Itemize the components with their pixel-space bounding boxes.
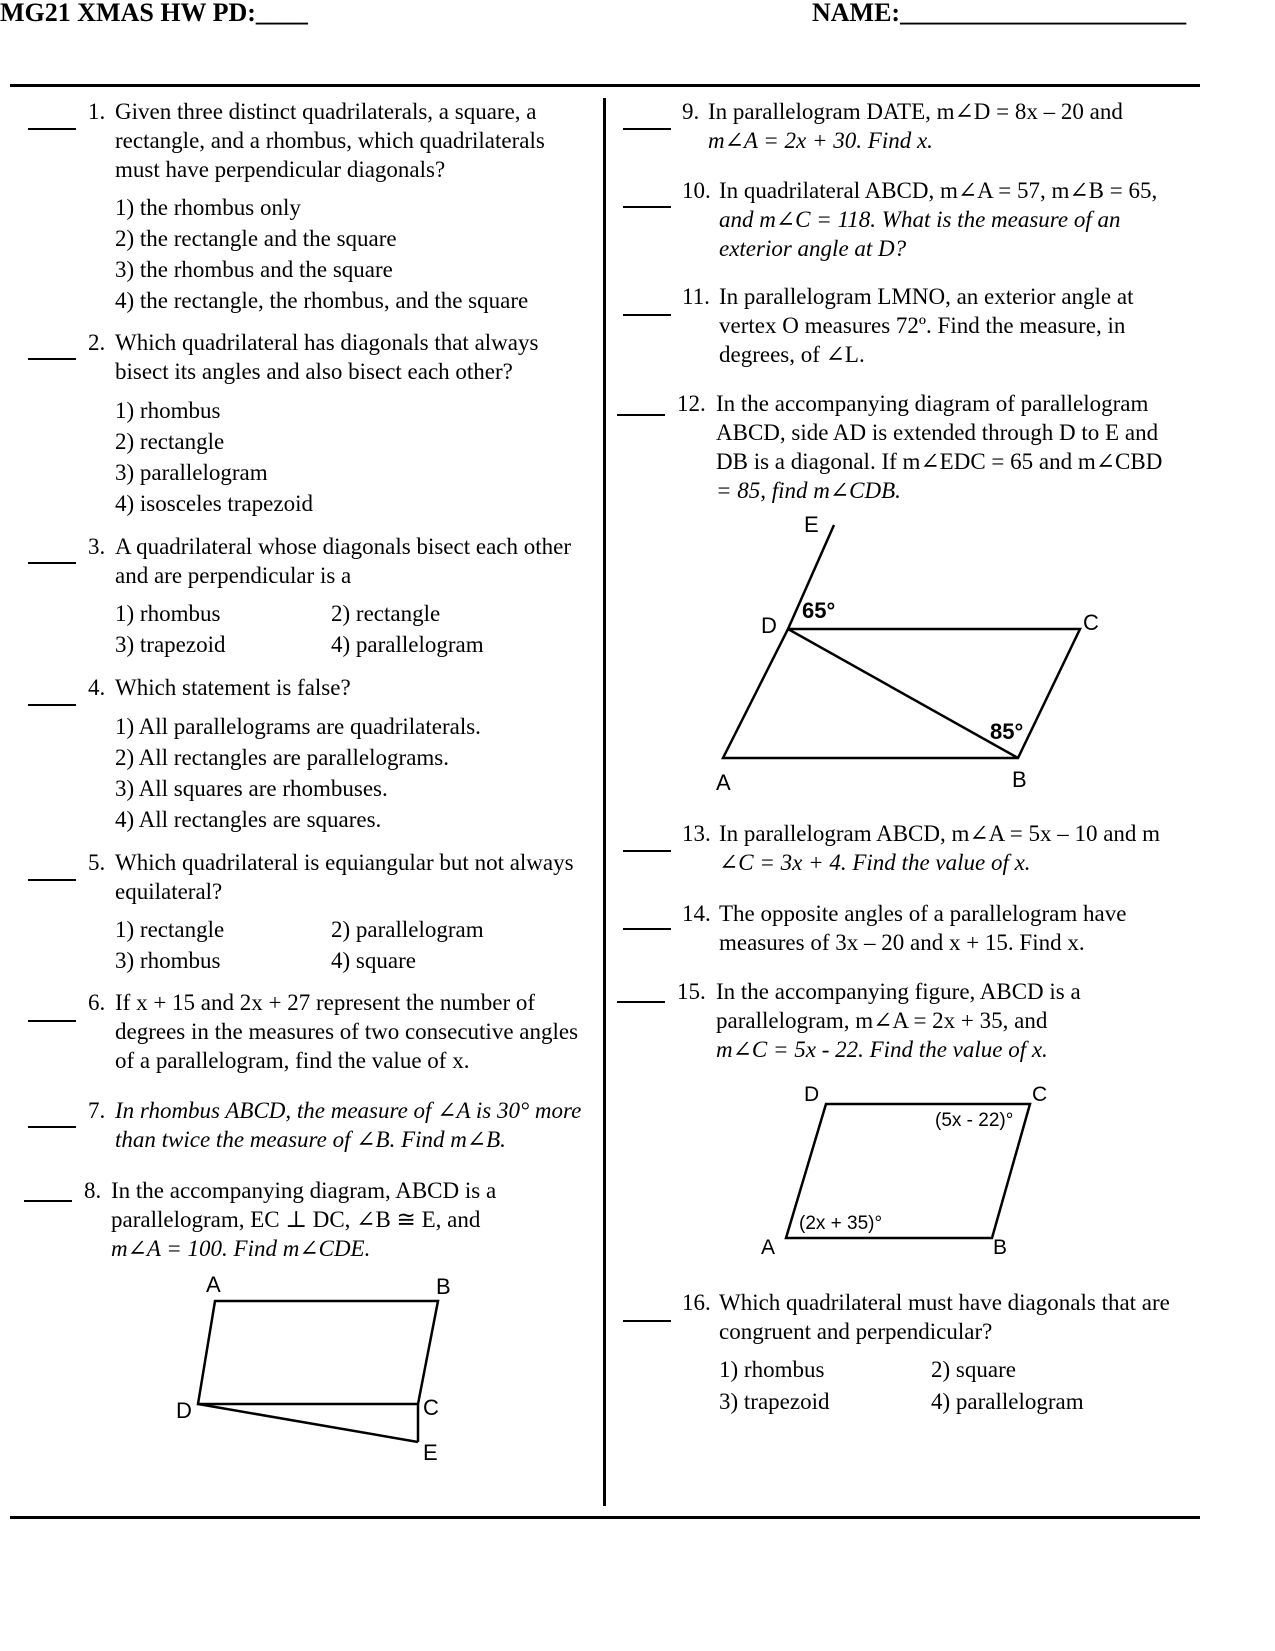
answer-blank-2[interactable] [28, 358, 76, 360]
diagonal-db [788, 629, 1018, 758]
option: 2) square [931, 1357, 1016, 1382]
answer-blank-11[interactable] [623, 314, 671, 316]
option: 3) trapezoid [115, 632, 226, 657]
option: 3) parallelogram [115, 460, 268, 485]
vertex-label-a: A [716, 770, 731, 795]
vertex-label-a: A [761, 1236, 776, 1259]
vertex-label-d: D [804, 1083, 820, 1106]
vertex-label-b: B [993, 1236, 1008, 1259]
option: 4) square [331, 948, 416, 973]
option: 3) All squares are rhombuses. [115, 776, 388, 801]
segment-de [198, 1404, 418, 1442]
figure-question-15 [755, 1075, 1075, 1265]
angle-label-a: (2x + 35)° [799, 1213, 883, 1234]
vertex-label-e: E [804, 512, 819, 537]
figure-question-12 [700, 505, 1120, 805]
option: 1) rhombus [115, 601, 221, 626]
vertex-label-e: E [423, 1440, 438, 1465]
bottom-divider [10, 1516, 1200, 1519]
answer-blank-7[interactable] [28, 1126, 76, 1128]
vertex-label-d: D [761, 613, 777, 638]
parallelogram-abcd [198, 1301, 438, 1404]
option: 1) rectangle [115, 917, 225, 942]
answer-blank-10[interactable] [623, 206, 671, 208]
answer-blank-4[interactable] [28, 704, 76, 706]
answer-blank-5[interactable] [28, 879, 76, 881]
answer-blank-3[interactable] [28, 562, 76, 564]
figure-question-8 [160, 1265, 480, 1475]
option: 4) parallelogram [931, 1389, 1084, 1414]
option: 1) rhombus [719, 1357, 825, 1382]
vertex-label-c: C [1083, 610, 1099, 635]
option: 4) parallelogram [331, 632, 484, 657]
answer-blank-14[interactable] [623, 928, 671, 930]
option: 1) All parallelograms are quadrilaterals. [115, 714, 481, 739]
vertex-label-b: B [1012, 767, 1027, 792]
vertex-label-c: C [1032, 1083, 1048, 1106]
answer-blank-12[interactable] [617, 414, 665, 416]
option: 2) All rectangles are parallelograms. [115, 745, 449, 770]
option: 4) All rectangles are squares. [115, 807, 382, 832]
answer-blank-1[interactable] [28, 128, 76, 130]
vertex-label-d: D [176, 1398, 192, 1423]
answer-blank-8[interactable] [24, 1200, 72, 1202]
option: 2) the rectangle and the square [115, 226, 397, 251]
name-field-label[interactable]: NAME:______________________ [812, 0, 1187, 27]
option: 3) the rhombus and the square [115, 257, 393, 282]
answer-blank-16[interactable] [623, 1320, 671, 1322]
answer-blank-9[interactable] [623, 128, 671, 130]
answer-blank-15[interactable] [617, 1001, 665, 1003]
top-divider [10, 84, 1200, 87]
angle-label-c: (5x - 22)° [935, 1110, 1014, 1131]
option: 1) the rhombus only [115, 195, 301, 220]
option: 2) rectangle [331, 601, 441, 626]
answer-blank-13[interactable] [623, 850, 671, 852]
column-divider [603, 98, 606, 1506]
option: 1) rhombus [115, 398, 221, 423]
option: 3) rhombus [115, 948, 221, 973]
angle-label-edc: 65° [802, 598, 836, 623]
vertex-label-c: C [423, 1395, 439, 1420]
vertex-label-a: A [206, 1272, 221, 1297]
worksheet-title: MG21 XMAS HW PD:____ [0, 0, 308, 27]
option: 4) isosceles trapezoid [115, 491, 313, 516]
angle-label-cbd: 85° [990, 719, 1024, 744]
vertex-label-b: B [436, 1274, 451, 1299]
answer-blank-6[interactable] [28, 1020, 76, 1022]
option: 2) rectangle [115, 429, 225, 454]
option: 2) parallelogram [331, 917, 484, 942]
option: 3) trapezoid [719, 1389, 830, 1414]
option: 4) the rectangle, the rhombus, and the square [115, 288, 529, 313]
